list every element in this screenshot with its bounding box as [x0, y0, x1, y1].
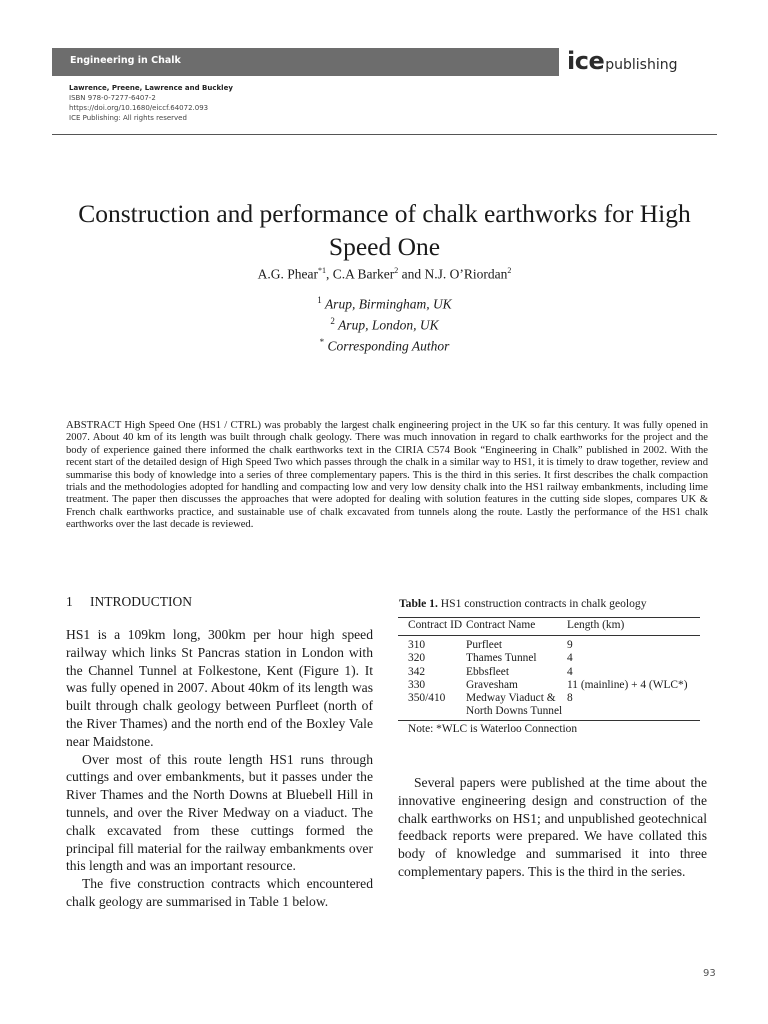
series-label: Engineering in Chalk — [70, 55, 181, 66]
table-cell: 9 — [567, 639, 573, 652]
table-header-row — [398, 618, 700, 636]
affiliation — [52, 313, 717, 334]
series-header-bar — [52, 48, 559, 76]
table-cell: Thames Tunnel — [466, 652, 537, 665]
table-caption-label: Table 1. — [399, 597, 438, 610]
table-cell: 11 (mainline) + 4 (WLC*) — [567, 678, 688, 691]
affiliation-text: Arup, London, UK — [338, 317, 439, 333]
section-title: INTRODUCTION — [90, 594, 192, 609]
meta-authors: Lawrence, Preene, Lawrence and Buckley — [69, 84, 233, 92]
table-cell: 342 — [408, 665, 426, 678]
table-cell: 4 — [567, 652, 573, 665]
affiliation-text: Arup, Birmingham, UK — [324, 296, 452, 312]
table-cell: Purfleet — [466, 639, 503, 652]
paper-title: Construction and performance of chalk earthworks for High Speed One — [78, 199, 691, 261]
page-number: 93 — [703, 968, 716, 979]
logo-ice-text: ice — [567, 47, 605, 75]
affiliation — [52, 292, 717, 313]
right-column — [398, 774, 707, 881]
author-name: A.G. Phear — [257, 266, 318, 282]
table-row — [398, 679, 700, 692]
section-heading — [66, 594, 192, 610]
table-cell: 330 — [408, 678, 426, 691]
author-list — [52, 266, 717, 283]
section-number: 1 — [66, 594, 73, 609]
table-cell: 8 — [567, 692, 573, 705]
table-cell: 310 — [408, 639, 426, 652]
meta-isbn: ISBN 978-0-7277-6407-2 — [69, 94, 156, 102]
author-name: C.A Barker — [332, 266, 395, 282]
table-header-cell: Contract ID — [408, 619, 463, 631]
author-separator: and — [398, 266, 425, 282]
table-header-cell: Length (km) — [567, 619, 625, 631]
author-separator: , — [326, 266, 333, 282]
body-paragraph: The five construction contracts which encountered chalk geology are summarised in Table 1 below. — [66, 876, 373, 909]
publication-meta — [69, 83, 233, 123]
author-sup: 2 — [507, 266, 512, 275]
contracts-table — [398, 617, 700, 721]
body-paragraph: Over most of this route length HS1 runs through cuttings and over embankments, but it passes under the River Thames and the North Downs at Bluebell Hill in tunnels, and over the River Medway on a viaduct. The chalk excavated from these cuttings formed the principal fill material for the railway embankments over this length and was an important resource. — [66, 751, 373, 874]
logo-publishing-text: publishing — [605, 57, 678, 73]
left-column — [66, 626, 373, 911]
author-name: N.J. O’Riordan — [424, 266, 508, 282]
affiliation-sup: 2 — [330, 316, 335, 326]
body-paragraph: Several papers were published at the time about the innovative engineering design and construction of the chalk earthworks on HS1; and unpublished geotechnical feedback reports were prepared. We have collated this body of knowledge and summarised it into three complementary papers. This is the third in the series. — [398, 775, 707, 879]
table-row — [398, 636, 700, 653]
table-row — [398, 666, 700, 679]
contracts-table-container — [398, 617, 700, 735]
meta-rights: ICE Publishing: All rights reserved — [69, 114, 187, 122]
affiliation-sup: 1 — [317, 295, 322, 305]
affiliation — [52, 334, 717, 355]
table-cell: 320 — [408, 652, 426, 665]
table-caption-text: HS1 construction contracts in chalk geology — [437, 597, 647, 610]
table-row — [398, 692, 700, 721]
abstract: ABSTRACT High Speed One (HS1 / CTRL) was probably the largest chalk engineering project in the UK so far this century. It was fully opened in 2007. About 40 km of its length was built through chalk geology. There was much innovation in regard to chalk earthworks for the project and the body of experience gained there informed the chalk earthworks text in the CIRIA C574 Book “Engineering in Chalk” published in 2002. With the recent start of the detailed design of High Speed Two which passes through the chalk in a similar way to HS1, it is timely to draw together, review and summarise this body of knowledge into a series of three complementary papers. This is the third in this series. It first describes the chalk compaction trials and the methodologies adopted for handling and compacting low and very low density chalk into the HS1 railway embankments, including lime treatment. The paper then discusses the approaches that were adopted for dealing with solution features in the cutting side slopes, compares UK & French chalk earthworks practice, and sustainable use of chalk excavated from tunnels along the route. Lastly the performance of the HS1 chalk earthworks over the last decade is reviewed. — [66, 420, 708, 531]
body-paragraph: HS1 is a 109km long, 300km per hour high speed railway which links St Pancras station in London with the Channel Tunnel at Folkestone, Kent (Figure 1). It was fully opened in 2007. About 40km of its length was built through chalk geology between Purfleet (north of the River Thames) and the north end of the Boxley Vale near Maidstone. — [66, 627, 373, 749]
table-caption — [399, 597, 647, 610]
table-cell: Medway Viaduct & North Downs Tunnel — [466, 692, 563, 718]
meta-doi: https://doi.org/10.1680/eiccf.64072.093 — [69, 104, 209, 112]
affiliation-list — [52, 292, 717, 355]
author-sup: 2 — [394, 266, 399, 275]
table-note: Note: *WLC is Waterloo Connection — [408, 723, 578, 736]
ice-publishing-logo — [567, 47, 677, 75]
table-cell: 350/410 — [408, 692, 446, 705]
table-cell: Gravesham — [466, 678, 518, 691]
header-rule — [52, 134, 717, 135]
author-sup: *1 — [318, 266, 326, 275]
table-header-cell: Contract Name — [466, 619, 536, 631]
affiliation-sup: * — [319, 337, 325, 347]
table-cell: 4 — [567, 665, 573, 678]
table-cell: Ebbsfleet — [466, 665, 510, 678]
affiliation-text: Corresponding Author — [327, 338, 450, 354]
table-row — [398, 652, 700, 665]
